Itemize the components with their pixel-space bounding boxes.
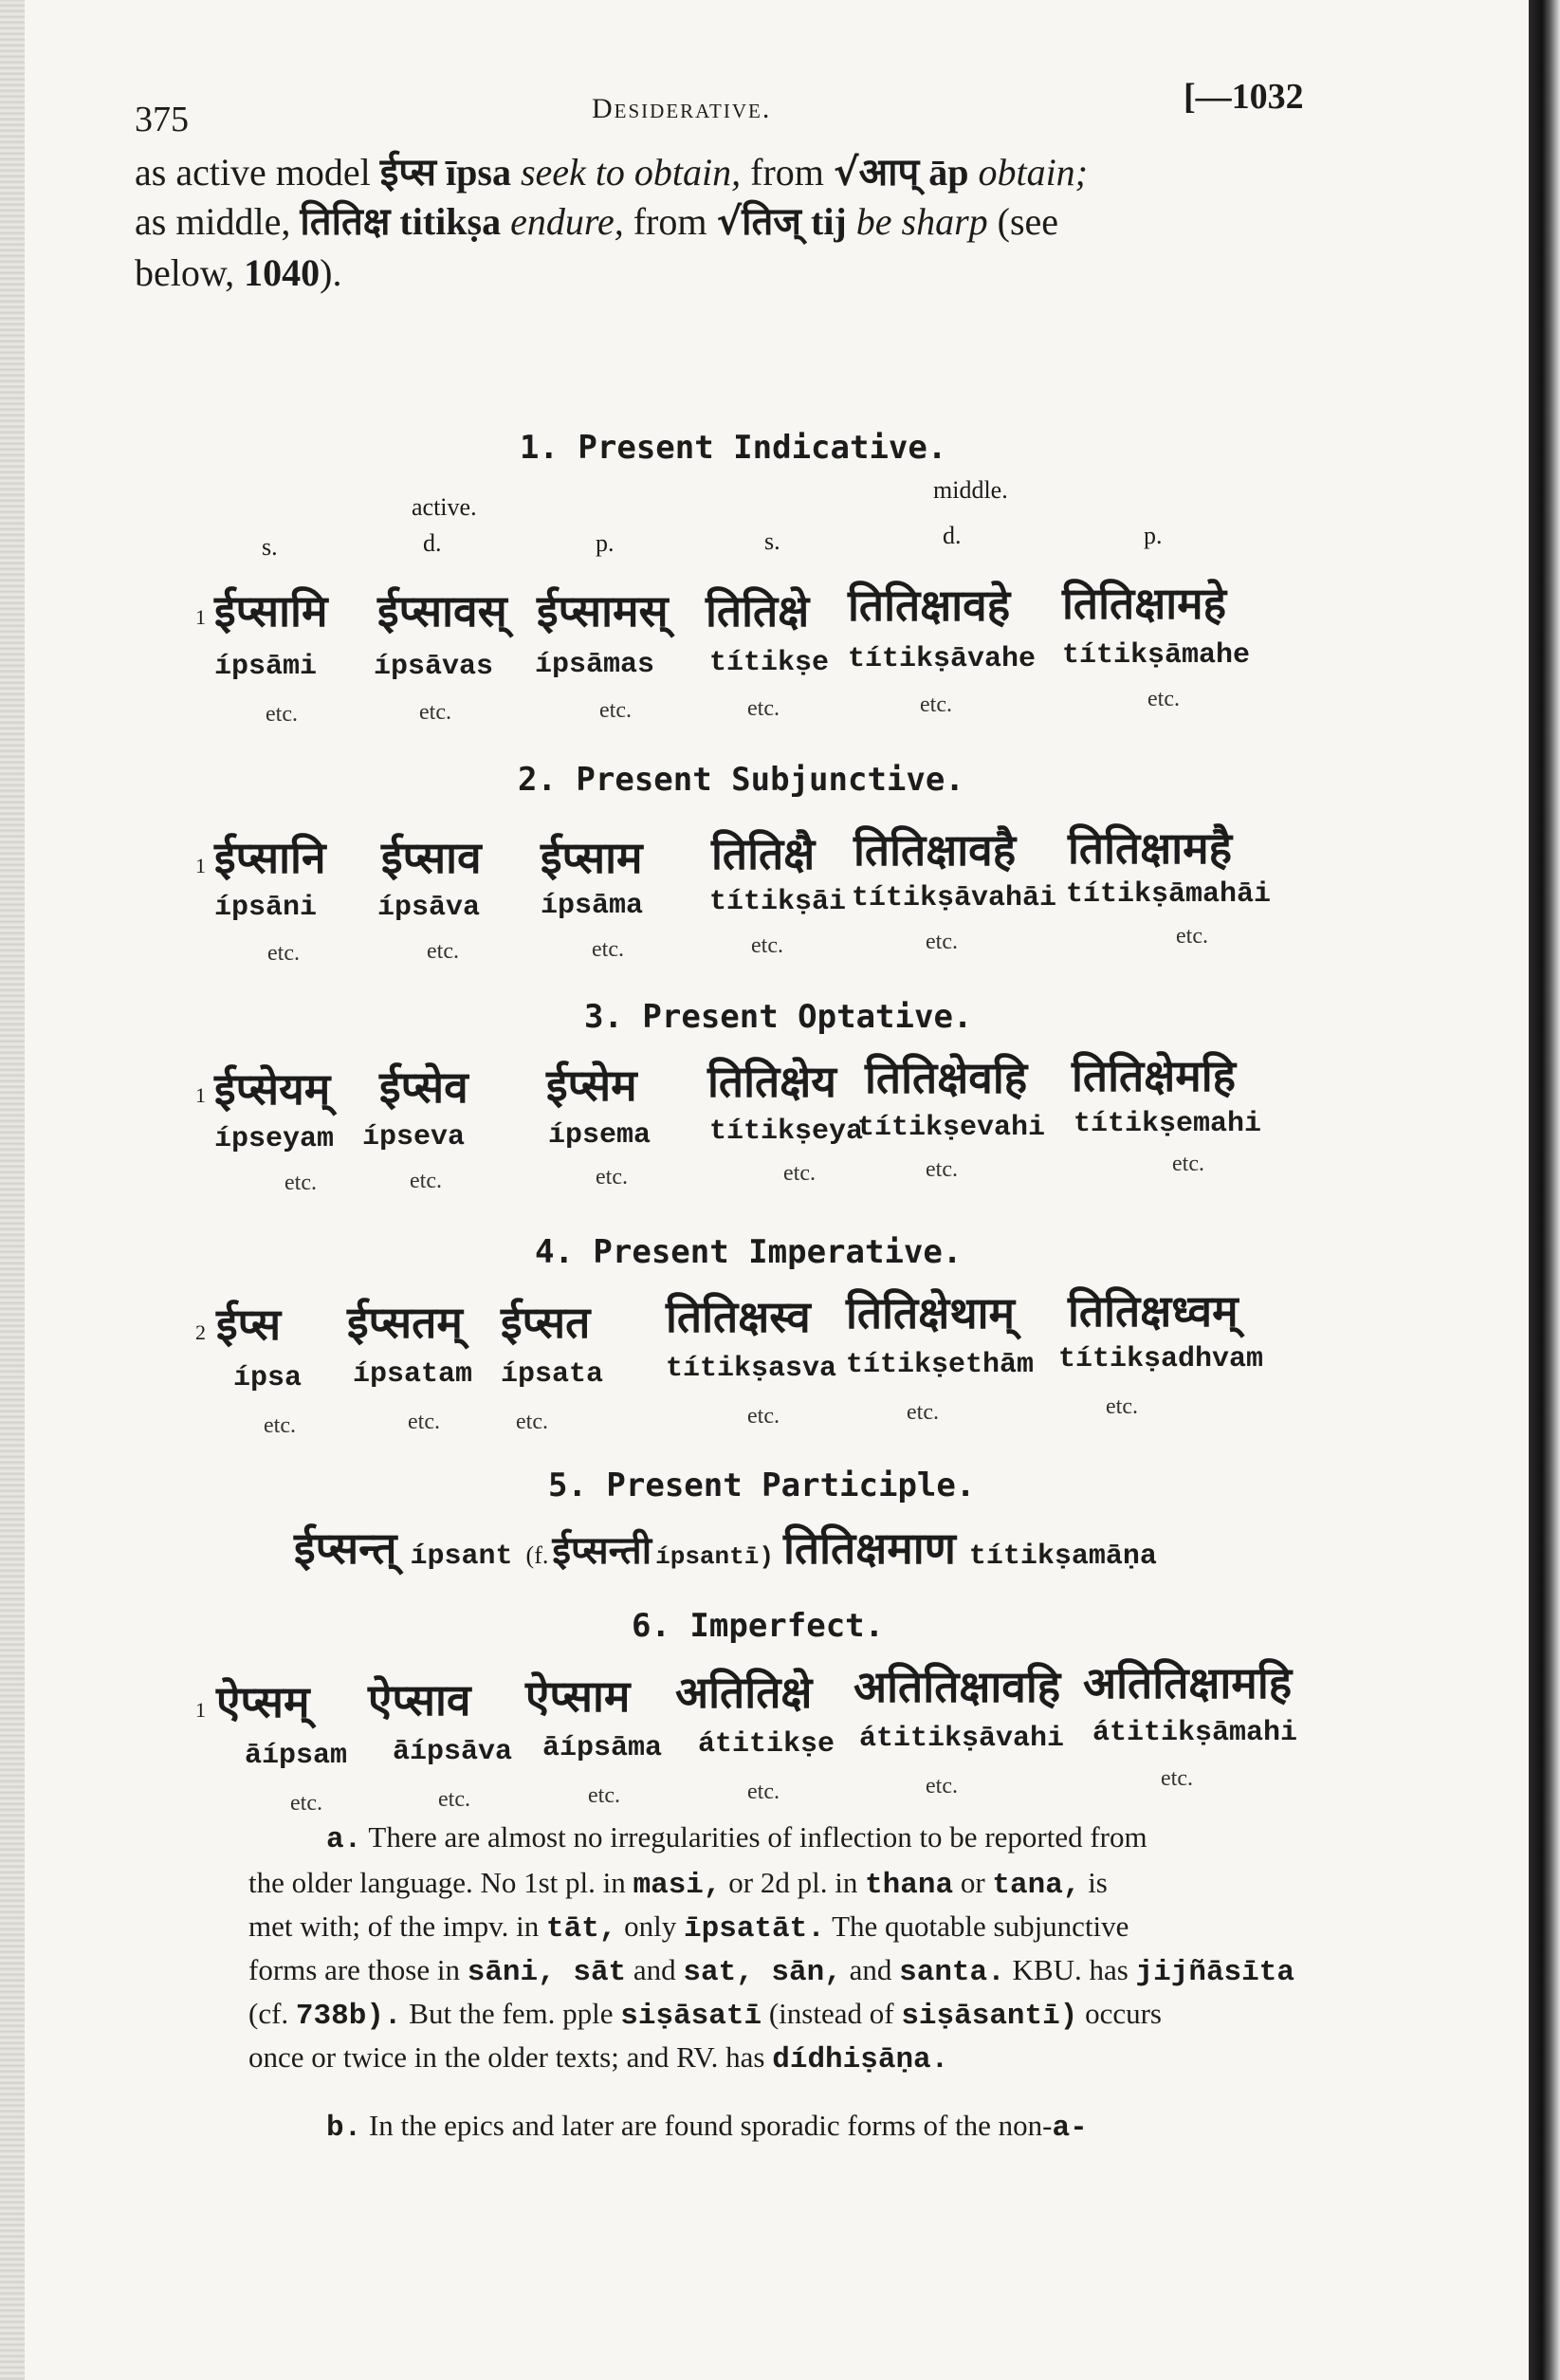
form-deva: ईप्सावस् (377, 585, 507, 637)
form-deva: ईप्साव (381, 832, 482, 883)
form-deva: ईप्सामस् (537, 585, 669, 637)
form-transliteration: ípseyam (214, 1123, 335, 1155)
form-deva: तितिक्षेमहि (1072, 1050, 1237, 1101)
form-transliteration: títikṣāi (709, 886, 847, 918)
section-title-present-subjunctive: 2. Present Subjunctive. (518, 761, 964, 799)
etc-label: etc. (592, 937, 624, 962)
form-deva: ऐप्सम् (216, 1676, 310, 1727)
etc-label: etc. (284, 1171, 317, 1195)
form-deva: तितिक्षामहै (1068, 822, 1233, 874)
etc-label: etc. (907, 1400, 939, 1425)
form-deva: तितिक्षध्वम् (1068, 1285, 1239, 1337)
scan-right-edge (1529, 0, 1560, 2380)
form-transliteration: āípsāva (393, 1736, 513, 1768)
form-transliteration: ípsāni (214, 892, 318, 924)
person-number: 1 (195, 1083, 206, 1107)
section-title-imperfect: 6. Imperfect. (632, 1607, 885, 1645)
etc-label: etc. (516, 1410, 548, 1434)
form-deva: ऐप्साम (525, 1670, 631, 1722)
form-transliteration: títikṣethām (846, 1349, 1035, 1381)
etc-label: etc. (747, 696, 780, 721)
column-label-active: active. (412, 493, 477, 521)
etc-label: etc. (783, 1161, 816, 1186)
note-a-line-4: forms are those in sāni, sāt and sat, sān, and santa. KBU. has jijñāsīta (248, 1953, 1294, 1989)
etc-label: etc. (419, 700, 451, 725)
form-transliteration: átitikṣe (698, 1728, 835, 1761)
form-transliteration: títikṣadhvam (1058, 1343, 1264, 1375)
section-title-present-participle: 5. Present Participle. (548, 1467, 976, 1504)
section-title-present-imperative: 4. Present Imperative. (535, 1233, 963, 1271)
form-transliteration: títikṣevahi (857, 1112, 1046, 1144)
form-deva: अतितिक्षे (675, 1667, 813, 1718)
column-label-d-middle: d. (943, 522, 962, 549)
etc-label: etc. (599, 698, 632, 723)
section-title-present-indicative: 1. Present Indicative. (520, 429, 947, 467)
page (25, 0, 1529, 2380)
form-deva: तितिक्षे (706, 585, 810, 637)
note-a-line-5: (cf. 738b). But the fem. pple siṣāsatī (instead of siṣāsantī) occurs (248, 1997, 1162, 2033)
form-deva: ईप्सतम् (347, 1297, 463, 1348)
section-ref: [—1032 (1184, 77, 1304, 117)
form-transliteration: ípsāmas (535, 649, 655, 681)
section-title-present-optative: 3. Present Optative. (584, 998, 973, 1036)
etc-label: etc. (751, 933, 783, 958)
participle-line: ईप्सन्त् ípsant (f. ईप्सन्ती ípsantī) तितिक्षमाण títikṣamāṇa (294, 1522, 1157, 1574)
form-transliteration: ípsāmi (214, 651, 318, 683)
column-label-d: d. (423, 529, 442, 557)
form-transliteration: ípsema (548, 1119, 652, 1152)
etc-label: etc. (410, 1169, 442, 1193)
note-a-line-2: the older language. No 1st pl. in masi, or 2d pl. in thana or tana, is (248, 1866, 1108, 1902)
note-a-line-3: met with; of the impv. in tāt, only īpsatāt. The quotable subjunctive (248, 1910, 1129, 1946)
form-deva: ईप्सेम (546, 1060, 637, 1111)
form-transliteration: átitikṣāvahi (859, 1723, 1065, 1755)
column-label-s: s. (262, 533, 278, 561)
form-deva: तितिक्षावहै (853, 824, 1017, 876)
etc-label: etc. (264, 1413, 296, 1438)
note-b-line-1: b. In the epics and later are found sporadic forms of the non-a- (326, 2109, 1088, 2145)
form-deva: ईप्साम (541, 832, 643, 883)
etc-label: etc. (408, 1410, 440, 1434)
form-deva: तितिक्षस्व (666, 1291, 811, 1342)
person-number: 2 (195, 1320, 206, 1344)
page-number: 375 (135, 100, 189, 139)
etc-label: etc. (1147, 687, 1180, 711)
etc-label: etc. (926, 930, 958, 954)
etc-label: etc. (747, 1780, 780, 1804)
form-deva: ईप्सानि (214, 832, 326, 883)
intro-line-1: as active model ईप्स īpsa seek to obtain, from √आप् āp obtain; (135, 151, 1088, 194)
etc-label: etc. (1176, 924, 1208, 949)
form-transliteration: títikṣāvahe (848, 643, 1037, 675)
etc-label: etc. (290, 1791, 322, 1816)
form-deva: ईप्स (216, 1299, 282, 1350)
form-transliteration: ípsa (233, 1362, 303, 1394)
form-deva: तितिक्षै (711, 828, 816, 879)
etc-label: etc. (926, 1157, 958, 1182)
form-transliteration: títikṣe (709, 647, 830, 679)
etc-label: etc. (588, 1783, 620, 1808)
form-deva: तितिक्षेथाम् (846, 1287, 1016, 1338)
form-transliteration: títikṣāvahāi (852, 882, 1057, 914)
note-a-line-6: once or twice in the older texts; and RV. has dídhiṣāṇa. (248, 2040, 949, 2076)
form-transliteration: ípsatam (353, 1358, 473, 1391)
etc-label: etc. (926, 1774, 958, 1799)
form-transliteration: títikṣeya (709, 1116, 864, 1148)
form-deva: तितिक्षामहे (1062, 578, 1227, 629)
form-deva: अतितिक्षामहि (1083, 1657, 1293, 1708)
etc-label: etc. (1161, 1766, 1193, 1791)
form-transliteration: títikṣāmahāi (1066, 878, 1272, 911)
form-deva: ईप्सामि (214, 585, 328, 637)
etc-label: etc. (1106, 1394, 1138, 1419)
form-deva: अतितिक्षावहि (853, 1661, 1061, 1712)
person-number: 1 (195, 1698, 206, 1722)
etc-label: etc. (596, 1165, 628, 1190)
form-transliteration: ípsāva (377, 892, 481, 924)
note-a-line-1: a. There are almost no irregularities of inflection to be reported from (326, 1820, 1147, 1856)
etc-label: etc. (427, 939, 459, 964)
column-label-s-middle: s. (764, 527, 780, 555)
form-deva: तितिक्षेवहि (865, 1052, 1028, 1103)
etc-label: etc. (267, 941, 300, 966)
intro-line-3: below, 1040). (135, 251, 342, 294)
form-transliteration: átitikṣāmahi (1092, 1717, 1298, 1749)
form-deva: ईप्सेयम् (214, 1063, 331, 1115)
column-label-p: p. (596, 529, 615, 557)
form-transliteration: títikṣemahi (1074, 1108, 1262, 1140)
form-transliteration: títikṣasva (666, 1353, 837, 1385)
scan-left-edge (0, 0, 25, 2380)
etc-label: etc. (438, 1787, 470, 1812)
intro-line-2: as middle, तितिक्ष titikṣa endure, from √तिज् tij be sharp (see (135, 200, 1059, 244)
person-number: 1 (195, 854, 206, 877)
form-transliteration: títikṣāmahe (1062, 639, 1251, 672)
form-transliteration: āípsam (245, 1740, 348, 1772)
form-deva: ईप्सत (501, 1297, 591, 1348)
form-transliteration: ípsāma (541, 890, 644, 922)
etc-label: etc. (920, 692, 952, 717)
form-transliteration: ípsāvas (374, 651, 494, 683)
form-transliteration: ípsata (501, 1358, 604, 1391)
person-number: 1 (195, 605, 206, 629)
form-deva: तितिक्षावहे (848, 580, 1011, 631)
column-label-p-middle: p. (1144, 522, 1163, 549)
etc-label: etc. (1172, 1152, 1204, 1176)
running-title: Desiderative. (592, 93, 772, 124)
etc-label: etc. (747, 1404, 780, 1429)
form-deva: ऐप्साव (368, 1674, 471, 1725)
form-deva: ईप्सेव (379, 1061, 468, 1113)
form-deva: तितिक्षेय (707, 1056, 836, 1107)
etc-label: etc. (266, 702, 298, 727)
column-label-middle: middle. (933, 476, 1008, 504)
form-transliteration: ípseva (362, 1121, 466, 1153)
form-transliteration: āípsāma (542, 1732, 663, 1764)
